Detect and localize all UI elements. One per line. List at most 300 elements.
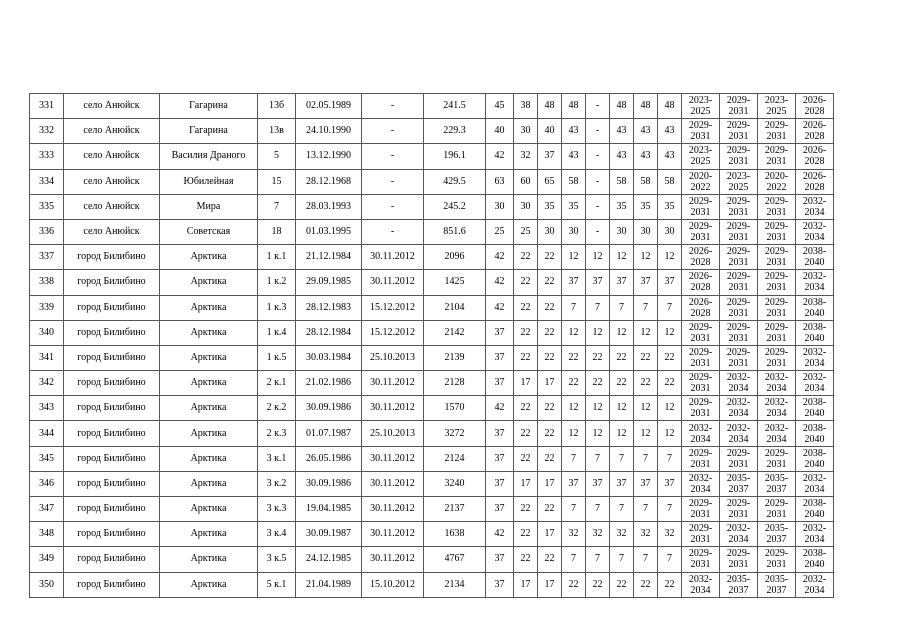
cell-y1 bbox=[682, 522, 720, 547]
cell-house: 2 к.3 bbox=[258, 421, 296, 446]
year-range-part: 2035- bbox=[764, 523, 789, 535]
cell-y4 bbox=[796, 497, 834, 522]
cell-c1: 37 bbox=[486, 471, 514, 496]
cell-settlement: город Билибино bbox=[64, 522, 160, 547]
year-range-part: 2029- bbox=[726, 246, 751, 258]
cell-c6: 35 bbox=[610, 194, 634, 219]
cell-y1 bbox=[682, 144, 720, 169]
year-range-part: 2038- bbox=[802, 321, 827, 333]
cell-street: Гагарина bbox=[160, 94, 258, 119]
year-range-part: 2031 bbox=[728, 332, 749, 344]
year-range-part: 2035- bbox=[764, 573, 789, 585]
cell-street: Гагарина bbox=[160, 119, 258, 144]
year-range-part: 2029- bbox=[726, 346, 751, 358]
cell-last_repair: - bbox=[362, 119, 424, 144]
cell-num: 338 bbox=[30, 270, 64, 295]
year-range-part: 2031 bbox=[728, 509, 749, 521]
cell-num: 341 bbox=[30, 345, 64, 370]
cell-c5: 22 bbox=[586, 572, 610, 597]
year-range-part: 2032- bbox=[726, 372, 751, 384]
year-range-part: 2031 bbox=[690, 534, 711, 546]
cell-c5: 32 bbox=[586, 522, 610, 547]
year-range-part: 2029- bbox=[764, 221, 789, 233]
cell-c5: 7 bbox=[586, 446, 610, 471]
year-range-part: 2040 bbox=[804, 458, 825, 470]
cell-c8: 7 bbox=[658, 497, 682, 522]
cell-y2 bbox=[720, 572, 758, 597]
cell-last_repair: 30.11.2012 bbox=[362, 547, 424, 572]
cell-c6: 43 bbox=[610, 119, 634, 144]
year-range-part: 2032- bbox=[688, 472, 713, 484]
cell-c3: 37 bbox=[538, 144, 562, 169]
year-range-part: 2031 bbox=[728, 357, 749, 369]
cell-area: 1570 bbox=[424, 396, 486, 421]
cell-street: Арктика bbox=[160, 572, 258, 597]
cell-c8: 37 bbox=[658, 270, 682, 295]
year-range-part: 2028 bbox=[690, 307, 711, 319]
year-range-part: 2032- bbox=[688, 422, 713, 434]
cell-c1: 30 bbox=[486, 194, 514, 219]
cell-street: Василия Драного bbox=[160, 144, 258, 169]
cell-y3 bbox=[758, 497, 796, 522]
cell-c8: 7 bbox=[658, 295, 682, 320]
year-range-part: 2029- bbox=[726, 271, 751, 283]
year-range-part: 2028 bbox=[804, 156, 825, 168]
cell-num: 336 bbox=[30, 219, 64, 244]
cell-num: 331 bbox=[30, 94, 64, 119]
year-range-part: 2026- bbox=[802, 145, 827, 157]
cell-y3 bbox=[758, 572, 796, 597]
cell-c6: 22 bbox=[610, 371, 634, 396]
cell-c2: 38 bbox=[514, 94, 538, 119]
cell-num: 345 bbox=[30, 446, 64, 471]
cell-house: 1 к.4 bbox=[258, 320, 296, 345]
cell-y4 bbox=[796, 446, 834, 471]
cell-c6: 58 bbox=[610, 169, 634, 194]
cell-house: 5 bbox=[258, 144, 296, 169]
cell-c4: 37 bbox=[562, 471, 586, 496]
cell-y2 bbox=[720, 446, 758, 471]
cell-c3: 22 bbox=[538, 547, 562, 572]
cell-num: 348 bbox=[30, 522, 64, 547]
year-range-part: 2032- bbox=[802, 271, 827, 283]
year-range-part: 2040 bbox=[804, 332, 825, 344]
cell-house: 3 к.5 bbox=[258, 547, 296, 572]
cell-c5: 22 bbox=[586, 345, 610, 370]
cell-y4 bbox=[796, 270, 834, 295]
cell-y4 bbox=[796, 94, 834, 119]
cell-commissioned: 28.12.1968 bbox=[296, 169, 362, 194]
cell-num: 342 bbox=[30, 371, 64, 396]
cell-settlement: село Анюйск bbox=[64, 144, 160, 169]
year-range-part: 2040 bbox=[804, 509, 825, 521]
cell-settlement: село Анюйск bbox=[64, 194, 160, 219]
cell-c6: 12 bbox=[610, 421, 634, 446]
cell-c7: 22 bbox=[634, 371, 658, 396]
cell-y3 bbox=[758, 547, 796, 572]
cell-c2: 25 bbox=[514, 219, 538, 244]
year-range-part: 2035- bbox=[726, 472, 751, 484]
year-range-part: 2034 bbox=[728, 383, 749, 395]
housing-repair-table bbox=[29, 93, 834, 598]
cell-area: 2104 bbox=[424, 295, 486, 320]
year-range-part: 2025 bbox=[728, 181, 749, 193]
table-body bbox=[30, 94, 834, 598]
year-range-part: 2029- bbox=[688, 195, 713, 207]
cell-street: Арктика bbox=[160, 421, 258, 446]
year-range-part: 2034 bbox=[804, 357, 825, 369]
cell-c7: 43 bbox=[634, 119, 658, 144]
cell-c8: 22 bbox=[658, 572, 682, 597]
cell-c8: 12 bbox=[658, 245, 682, 270]
cell-y2 bbox=[720, 421, 758, 446]
year-range-part: 2040 bbox=[804, 559, 825, 571]
cell-house: 7 bbox=[258, 194, 296, 219]
cell-house: 1 к.5 bbox=[258, 345, 296, 370]
cell-y4 bbox=[796, 471, 834, 496]
cell-y1 bbox=[682, 245, 720, 270]
year-range-part: 2028 bbox=[690, 257, 711, 269]
cell-settlement: город Билибино bbox=[64, 396, 160, 421]
year-range-part: 2031 bbox=[728, 206, 749, 218]
cell-c7: 7 bbox=[634, 547, 658, 572]
cell-street: Юбилейная bbox=[160, 169, 258, 194]
year-range-part: 2029- bbox=[726, 221, 751, 233]
cell-y4 bbox=[796, 396, 834, 421]
year-range-part: 2029- bbox=[764, 145, 789, 157]
cell-c3: 17 bbox=[538, 471, 562, 496]
year-range-part: 2032- bbox=[802, 573, 827, 585]
cell-last_repair: 15.10.2012 bbox=[362, 572, 424, 597]
cell-c1: 42 bbox=[486, 295, 514, 320]
year-range-part: 2035- bbox=[764, 472, 789, 484]
cell-y3 bbox=[758, 219, 796, 244]
cell-c2: 22 bbox=[514, 245, 538, 270]
cell-c8: 30 bbox=[658, 219, 682, 244]
year-range-part: 2031 bbox=[690, 206, 711, 218]
year-range-part: 2029- bbox=[764, 447, 789, 459]
year-range-part: 2034 bbox=[690, 483, 711, 495]
year-range-part: 2038- bbox=[802, 422, 827, 434]
cell-commissioned: 30.09.1986 bbox=[296, 396, 362, 421]
year-range-part: 2037 bbox=[766, 584, 787, 596]
cell-house: 15 bbox=[258, 169, 296, 194]
cell-last_repair: 30.11.2012 bbox=[362, 522, 424, 547]
cell-c7: 58 bbox=[634, 169, 658, 194]
year-range-part: 2031 bbox=[728, 559, 749, 571]
cell-c8: 48 bbox=[658, 94, 682, 119]
cell-c7: 32 bbox=[634, 522, 658, 547]
year-range-part: 2029- bbox=[688, 120, 713, 132]
cell-house: 3 к.1 bbox=[258, 446, 296, 471]
year-range-part: 2031 bbox=[766, 131, 787, 143]
cell-last_repair: - bbox=[362, 169, 424, 194]
year-range-part: 2031 bbox=[728, 156, 749, 168]
cell-c7: 12 bbox=[634, 245, 658, 270]
cell-c2: 32 bbox=[514, 144, 538, 169]
cell-y2 bbox=[720, 119, 758, 144]
cell-c3: 22 bbox=[538, 497, 562, 522]
cell-c7: 7 bbox=[634, 446, 658, 471]
cell-c5: 12 bbox=[586, 421, 610, 446]
table-row bbox=[30, 446, 834, 471]
cell-settlement: город Билибино bbox=[64, 471, 160, 496]
year-range-part: 2029- bbox=[764, 296, 789, 308]
cell-house: 5 к.1 bbox=[258, 572, 296, 597]
cell-street: Арктика bbox=[160, 345, 258, 370]
cell-street: Арктика bbox=[160, 471, 258, 496]
cell-c4: 35 bbox=[562, 194, 586, 219]
year-range-part: 2029- bbox=[688, 548, 713, 560]
cell-settlement: село Анюйск bbox=[64, 94, 160, 119]
cell-c2: 22 bbox=[514, 522, 538, 547]
cell-c4: 12 bbox=[562, 320, 586, 345]
cell-area: 2096 bbox=[424, 245, 486, 270]
cell-y2 bbox=[720, 219, 758, 244]
cell-y3 bbox=[758, 295, 796, 320]
cell-area: 429.5 bbox=[424, 169, 486, 194]
year-range-part: 2029- bbox=[764, 271, 789, 283]
cell-c7: 48 bbox=[634, 94, 658, 119]
cell-c4: 22 bbox=[562, 572, 586, 597]
year-range-part: 2029- bbox=[764, 321, 789, 333]
cell-settlement: село Анюйск bbox=[64, 169, 160, 194]
year-range-part: 2034 bbox=[766, 433, 787, 445]
cell-c3: 30 bbox=[538, 219, 562, 244]
cell-area: 851.6 bbox=[424, 219, 486, 244]
year-range-part: 2034 bbox=[804, 534, 825, 546]
cell-c2: 17 bbox=[514, 572, 538, 597]
cell-y1 bbox=[682, 119, 720, 144]
year-range-part: 2022 bbox=[766, 181, 787, 193]
cell-num: 332 bbox=[30, 119, 64, 144]
cell-y1 bbox=[682, 446, 720, 471]
cell-street: Арктика bbox=[160, 320, 258, 345]
year-range-part: 2028 bbox=[690, 282, 711, 294]
table-row bbox=[30, 345, 834, 370]
cell-commissioned: 30.09.1986 bbox=[296, 471, 362, 496]
cell-c4: 7 bbox=[562, 446, 586, 471]
year-range-part: 2037 bbox=[728, 483, 749, 495]
cell-street: Арктика bbox=[160, 396, 258, 421]
cell-c8: 12 bbox=[658, 320, 682, 345]
year-range-part: 2029- bbox=[688, 321, 713, 333]
year-range-part: 2034 bbox=[804, 232, 825, 244]
cell-c6: 30 bbox=[610, 219, 634, 244]
cell-c8: 12 bbox=[658, 396, 682, 421]
cell-last_repair: 30.11.2012 bbox=[362, 371, 424, 396]
year-range-part: 2029- bbox=[726, 195, 751, 207]
year-range-part: 2037 bbox=[728, 584, 749, 596]
table-row bbox=[30, 421, 834, 446]
year-range-part: 2031 bbox=[690, 383, 711, 395]
cell-c8: 37 bbox=[658, 471, 682, 496]
cell-c2: 22 bbox=[514, 396, 538, 421]
cell-y2 bbox=[720, 522, 758, 547]
cell-c2: 22 bbox=[514, 270, 538, 295]
cell-c5: - bbox=[586, 169, 610, 194]
cell-c2: 22 bbox=[514, 446, 538, 471]
year-range-part: 2038- bbox=[802, 548, 827, 560]
cell-c2: 22 bbox=[514, 345, 538, 370]
cell-house: 1 к.2 bbox=[258, 270, 296, 295]
cell-street: Арктика bbox=[160, 371, 258, 396]
cell-y4 bbox=[796, 219, 834, 244]
cell-c1: 42 bbox=[486, 245, 514, 270]
cell-num: 343 bbox=[30, 396, 64, 421]
year-range-part: 2034 bbox=[804, 584, 825, 596]
cell-c7: 37 bbox=[634, 471, 658, 496]
cell-c4: 43 bbox=[562, 144, 586, 169]
cell-last_repair: 15.12.2012 bbox=[362, 295, 424, 320]
year-range-part: 2037 bbox=[766, 483, 787, 495]
cell-house: 3 к.3 bbox=[258, 497, 296, 522]
cell-settlement: город Билибино bbox=[64, 421, 160, 446]
year-range-part: 2029- bbox=[764, 346, 789, 358]
cell-y2 bbox=[720, 270, 758, 295]
cell-settlement: село Анюйск bbox=[64, 119, 160, 144]
cell-commissioned: 13.12.1990 bbox=[296, 144, 362, 169]
cell-c4: 7 bbox=[562, 547, 586, 572]
cell-c6: 22 bbox=[610, 345, 634, 370]
cell-c1: 40 bbox=[486, 119, 514, 144]
cell-c3: 35 bbox=[538, 194, 562, 219]
year-range-part: 2029- bbox=[688, 372, 713, 384]
table-row bbox=[30, 295, 834, 320]
cell-c2: 22 bbox=[514, 295, 538, 320]
cell-y1 bbox=[682, 396, 720, 421]
cell-y1 bbox=[682, 547, 720, 572]
cell-area: 245.2 bbox=[424, 194, 486, 219]
cell-c1: 42 bbox=[486, 144, 514, 169]
year-range-part: 2031 bbox=[766, 509, 787, 521]
cell-c2: 30 bbox=[514, 119, 538, 144]
cell-y4 bbox=[796, 320, 834, 345]
table-row bbox=[30, 169, 834, 194]
cell-y1 bbox=[682, 169, 720, 194]
cell-area: 2139 bbox=[424, 345, 486, 370]
cell-commissioned: 30.09.1987 bbox=[296, 522, 362, 547]
cell-c3: 22 bbox=[538, 396, 562, 421]
cell-c3: 22 bbox=[538, 270, 562, 295]
cell-c8: 7 bbox=[658, 547, 682, 572]
year-range-part: 2029- bbox=[726, 498, 751, 510]
cell-area: 3240 bbox=[424, 471, 486, 496]
cell-c1: 37 bbox=[486, 421, 514, 446]
year-range-part: 2029- bbox=[726, 321, 751, 333]
cell-y3 bbox=[758, 270, 796, 295]
year-range-part: 2031 bbox=[766, 458, 787, 470]
cell-c5: 12 bbox=[586, 396, 610, 421]
cell-y1 bbox=[682, 320, 720, 345]
cell-c5: - bbox=[586, 119, 610, 144]
cell-last_repair: 30.11.2012 bbox=[362, 471, 424, 496]
year-range-part: 2029- bbox=[764, 195, 789, 207]
cell-c7: 7 bbox=[634, 497, 658, 522]
cell-area: 2142 bbox=[424, 320, 486, 345]
cell-c8: 22 bbox=[658, 345, 682, 370]
cell-commissioned: 29.09.1985 bbox=[296, 270, 362, 295]
year-range-part: 2040 bbox=[804, 257, 825, 269]
cell-street: Мира bbox=[160, 194, 258, 219]
cell-y4 bbox=[796, 547, 834, 572]
cell-num: 340 bbox=[30, 320, 64, 345]
cell-num: 347 bbox=[30, 497, 64, 522]
cell-c3: 22 bbox=[538, 320, 562, 345]
year-range-part: 2034 bbox=[690, 584, 711, 596]
cell-c3: 65 bbox=[538, 169, 562, 194]
cell-c6: 37 bbox=[610, 471, 634, 496]
cell-c4: 22 bbox=[562, 371, 586, 396]
cell-c1: 37 bbox=[486, 320, 514, 345]
year-range-part: 2031 bbox=[728, 282, 749, 294]
cell-c5: - bbox=[586, 144, 610, 169]
cell-c8: 7 bbox=[658, 446, 682, 471]
year-range-part: 2031 bbox=[690, 131, 711, 143]
cell-y3 bbox=[758, 169, 796, 194]
cell-c3: 48 bbox=[538, 94, 562, 119]
cell-y4 bbox=[796, 119, 834, 144]
table-row bbox=[30, 94, 834, 119]
cell-c6: 43 bbox=[610, 144, 634, 169]
year-range-part: 2032- bbox=[802, 372, 827, 384]
year-range-part: 2025 bbox=[766, 106, 787, 118]
cell-y2 bbox=[720, 94, 758, 119]
year-range-part: 2026- bbox=[802, 170, 827, 182]
cell-c8: 43 bbox=[658, 144, 682, 169]
cell-y3 bbox=[758, 119, 796, 144]
cell-y4 bbox=[796, 245, 834, 270]
cell-y1 bbox=[682, 497, 720, 522]
year-range-part: 2034 bbox=[804, 483, 825, 495]
cell-c4: 48 bbox=[562, 94, 586, 119]
document-page bbox=[29, 93, 834, 598]
cell-last_repair: - bbox=[362, 144, 424, 169]
cell-c1: 25 bbox=[486, 219, 514, 244]
cell-last_repair: 25.10.2013 bbox=[362, 345, 424, 370]
cell-last_repair: - bbox=[362, 194, 424, 219]
cell-y1 bbox=[682, 371, 720, 396]
year-range-part: 2031 bbox=[690, 357, 711, 369]
cell-area: 241.5 bbox=[424, 94, 486, 119]
year-range-part: 2032- bbox=[726, 422, 751, 434]
cell-last_repair: 30.11.2012 bbox=[362, 270, 424, 295]
cell-y1 bbox=[682, 295, 720, 320]
table-row bbox=[30, 219, 834, 244]
cell-area: 4767 bbox=[424, 547, 486, 572]
cell-c7: 37 bbox=[634, 270, 658, 295]
cell-c7: 7 bbox=[634, 295, 658, 320]
year-range-part: 2029- bbox=[688, 447, 713, 459]
cell-c7: 35 bbox=[634, 194, 658, 219]
cell-c7: 30 bbox=[634, 219, 658, 244]
year-range-part: 2037 bbox=[766, 534, 787, 546]
cell-y2 bbox=[720, 320, 758, 345]
cell-settlement: город Билибино bbox=[64, 497, 160, 522]
cell-c2: 22 bbox=[514, 497, 538, 522]
cell-settlement: город Билибино bbox=[64, 270, 160, 295]
year-range-part: 2032- bbox=[802, 472, 827, 484]
cell-settlement: город Билибино bbox=[64, 320, 160, 345]
table-row bbox=[30, 522, 834, 547]
cell-c6: 7 bbox=[610, 547, 634, 572]
cell-area: 1425 bbox=[424, 270, 486, 295]
cell-c5: - bbox=[586, 194, 610, 219]
cell-num: 334 bbox=[30, 169, 64, 194]
table-row bbox=[30, 144, 834, 169]
cell-house: 3 к.2 bbox=[258, 471, 296, 496]
cell-c1: 45 bbox=[486, 94, 514, 119]
